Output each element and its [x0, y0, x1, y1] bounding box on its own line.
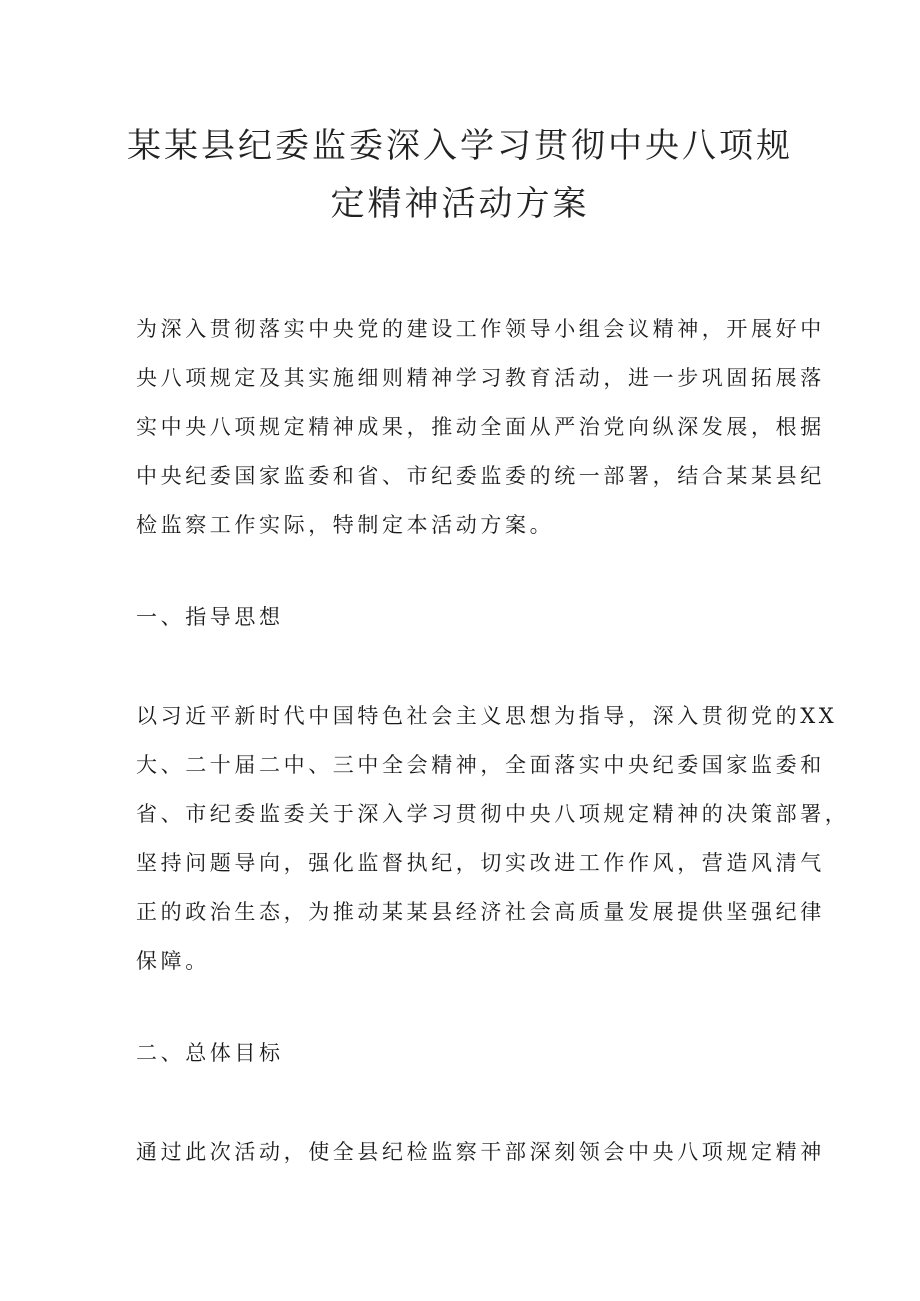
document-title-line-1: 某某县纪委监委深入学习贯彻中央八项规 [127, 126, 793, 166]
paragraph-line: 大、二十届二中、三中全会精神，全面落实中央纪委国家监委和 [136, 753, 825, 777]
paragraph-line: 通过此次活动，使全县纪检监察干部深刻领会中央八项规定精神 [136, 1140, 825, 1164]
paragraph-line: 为深入贯彻落实中央党的建设工作领导小组会议精神，开展好中 [136, 317, 825, 341]
paragraph-line: 中央纪委国家监委和省、市纪委监委的统一部署，结合某某县纪 [136, 464, 825, 488]
section-heading-overall-goal: 二、总体目标 [136, 1041, 284, 1065]
paragraph-line: 正的政治生态，为推动某某县经济社会高质量发展提供坚强纪律 [136, 900, 825, 924]
section-heading-guiding-ideology: 一、指导思想 [136, 605, 284, 629]
paragraph-line: 央八项规定及其实施细则精神学习教育活动，进一步巩固拓展落 [136, 366, 825, 390]
paragraph-line: 以习近平新时代中国特色社会主义思想为指导，深入贯彻党的XX [136, 704, 838, 728]
paragraph-line: 检监察工作实际，特制定本活动方案。 [136, 513, 555, 537]
paragraph-line: 坚持问题导向，强化监督执纪，切实改进工作作风，营造风清气 [136, 851, 825, 875]
paragraph-line: 省、市纪委监委关于深入学习贯彻中央八项规定精神的决策部署， [136, 802, 850, 826]
paragraph-line: 保障。 [136, 949, 210, 973]
paragraph-line: 实中央八项规定精神成果，推动全面从严治党向纵深发展，根据 [136, 415, 825, 439]
document-title-line-2: 定精神活动方案 [330, 184, 590, 224]
